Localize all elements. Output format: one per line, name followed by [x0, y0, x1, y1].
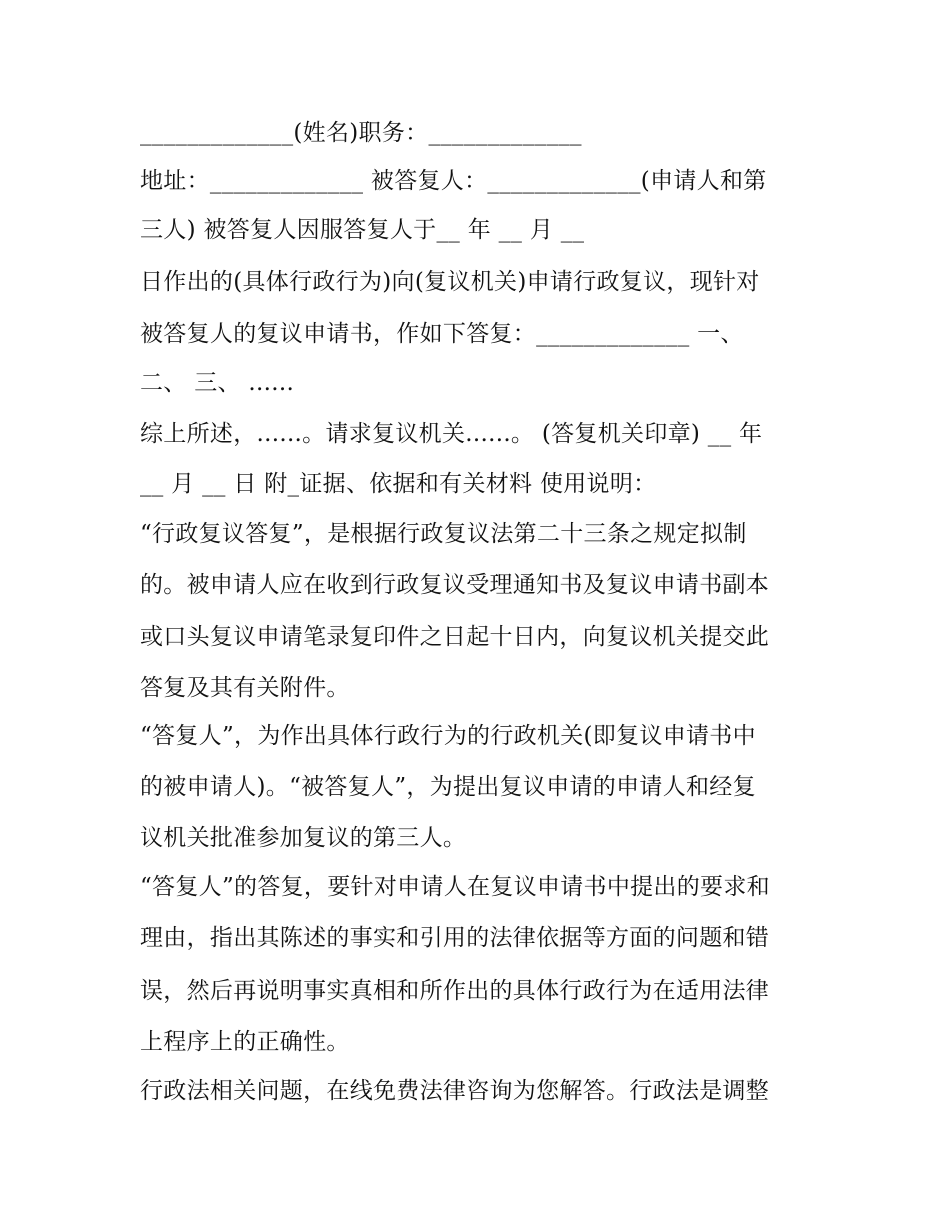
text-line: 上程序上的正确性。 [140, 1029, 350, 1055]
text-line: 议机关批准参加复议的第三人。 [140, 825, 467, 851]
text-line: __ 月 __ 日 附_证据、依据和有关材料 使用说明： [140, 471, 657, 497]
text-line: 理由，指出其陈述的事实和引用的法律依据等方面的问题和错 [140, 925, 770, 951]
text-line: 日作出的(具体行政行为)向(复议机关)申请行政复议，现针对 [140, 269, 760, 295]
text-line: 综上所述，......。请求复议机关......。 (答复机关印章) __ 年 [140, 421, 763, 447]
text-line: 误，然后再说明事实真相和所作出的具体行政行为在适用法律 [140, 978, 770, 1004]
text-line: 的。被申请人应在收到行政复议受理通知书及复议申请书副本 [140, 572, 770, 598]
text-line: “答复人”的答复，要针对申请人在复议申请书中提出的要求和 [140, 874, 770, 900]
text-line: _____________(姓名)职务：_____________ [140, 120, 582, 146]
text-line: 或口头复议申请笔录复印件之日起十日内，向复议机关提交此 [140, 624, 770, 650]
text-line: 答复及其有关附件。 [140, 675, 350, 701]
text-line: 地址：_____________ 被答复人：_____________(申请人和第 [140, 168, 767, 194]
text-line: 行政法相关问题，在线免费法律咨询为您解答。行政法是调整 [140, 1078, 770, 1104]
text-line: 的被申请人)。“被答复人”，为提出复议申请的申请人和经复 [140, 774, 756, 800]
text-line: 二、 三、 ...... [140, 370, 295, 396]
text-line: “答复人”，为作出具体行政行为的行政机关(即复议申请书中 [140, 723, 756, 749]
text-line: 被答复人的复议申请书，作如下答复：_____________ 一、 [140, 321, 744, 347]
text-line: 三人) 被答复人因服答复人于__ 年 __ 月 __ [140, 217, 585, 243]
text-line: “行政复议答复”，是根据行政复议法第二十三条之规定拟制 [140, 521, 747, 547]
